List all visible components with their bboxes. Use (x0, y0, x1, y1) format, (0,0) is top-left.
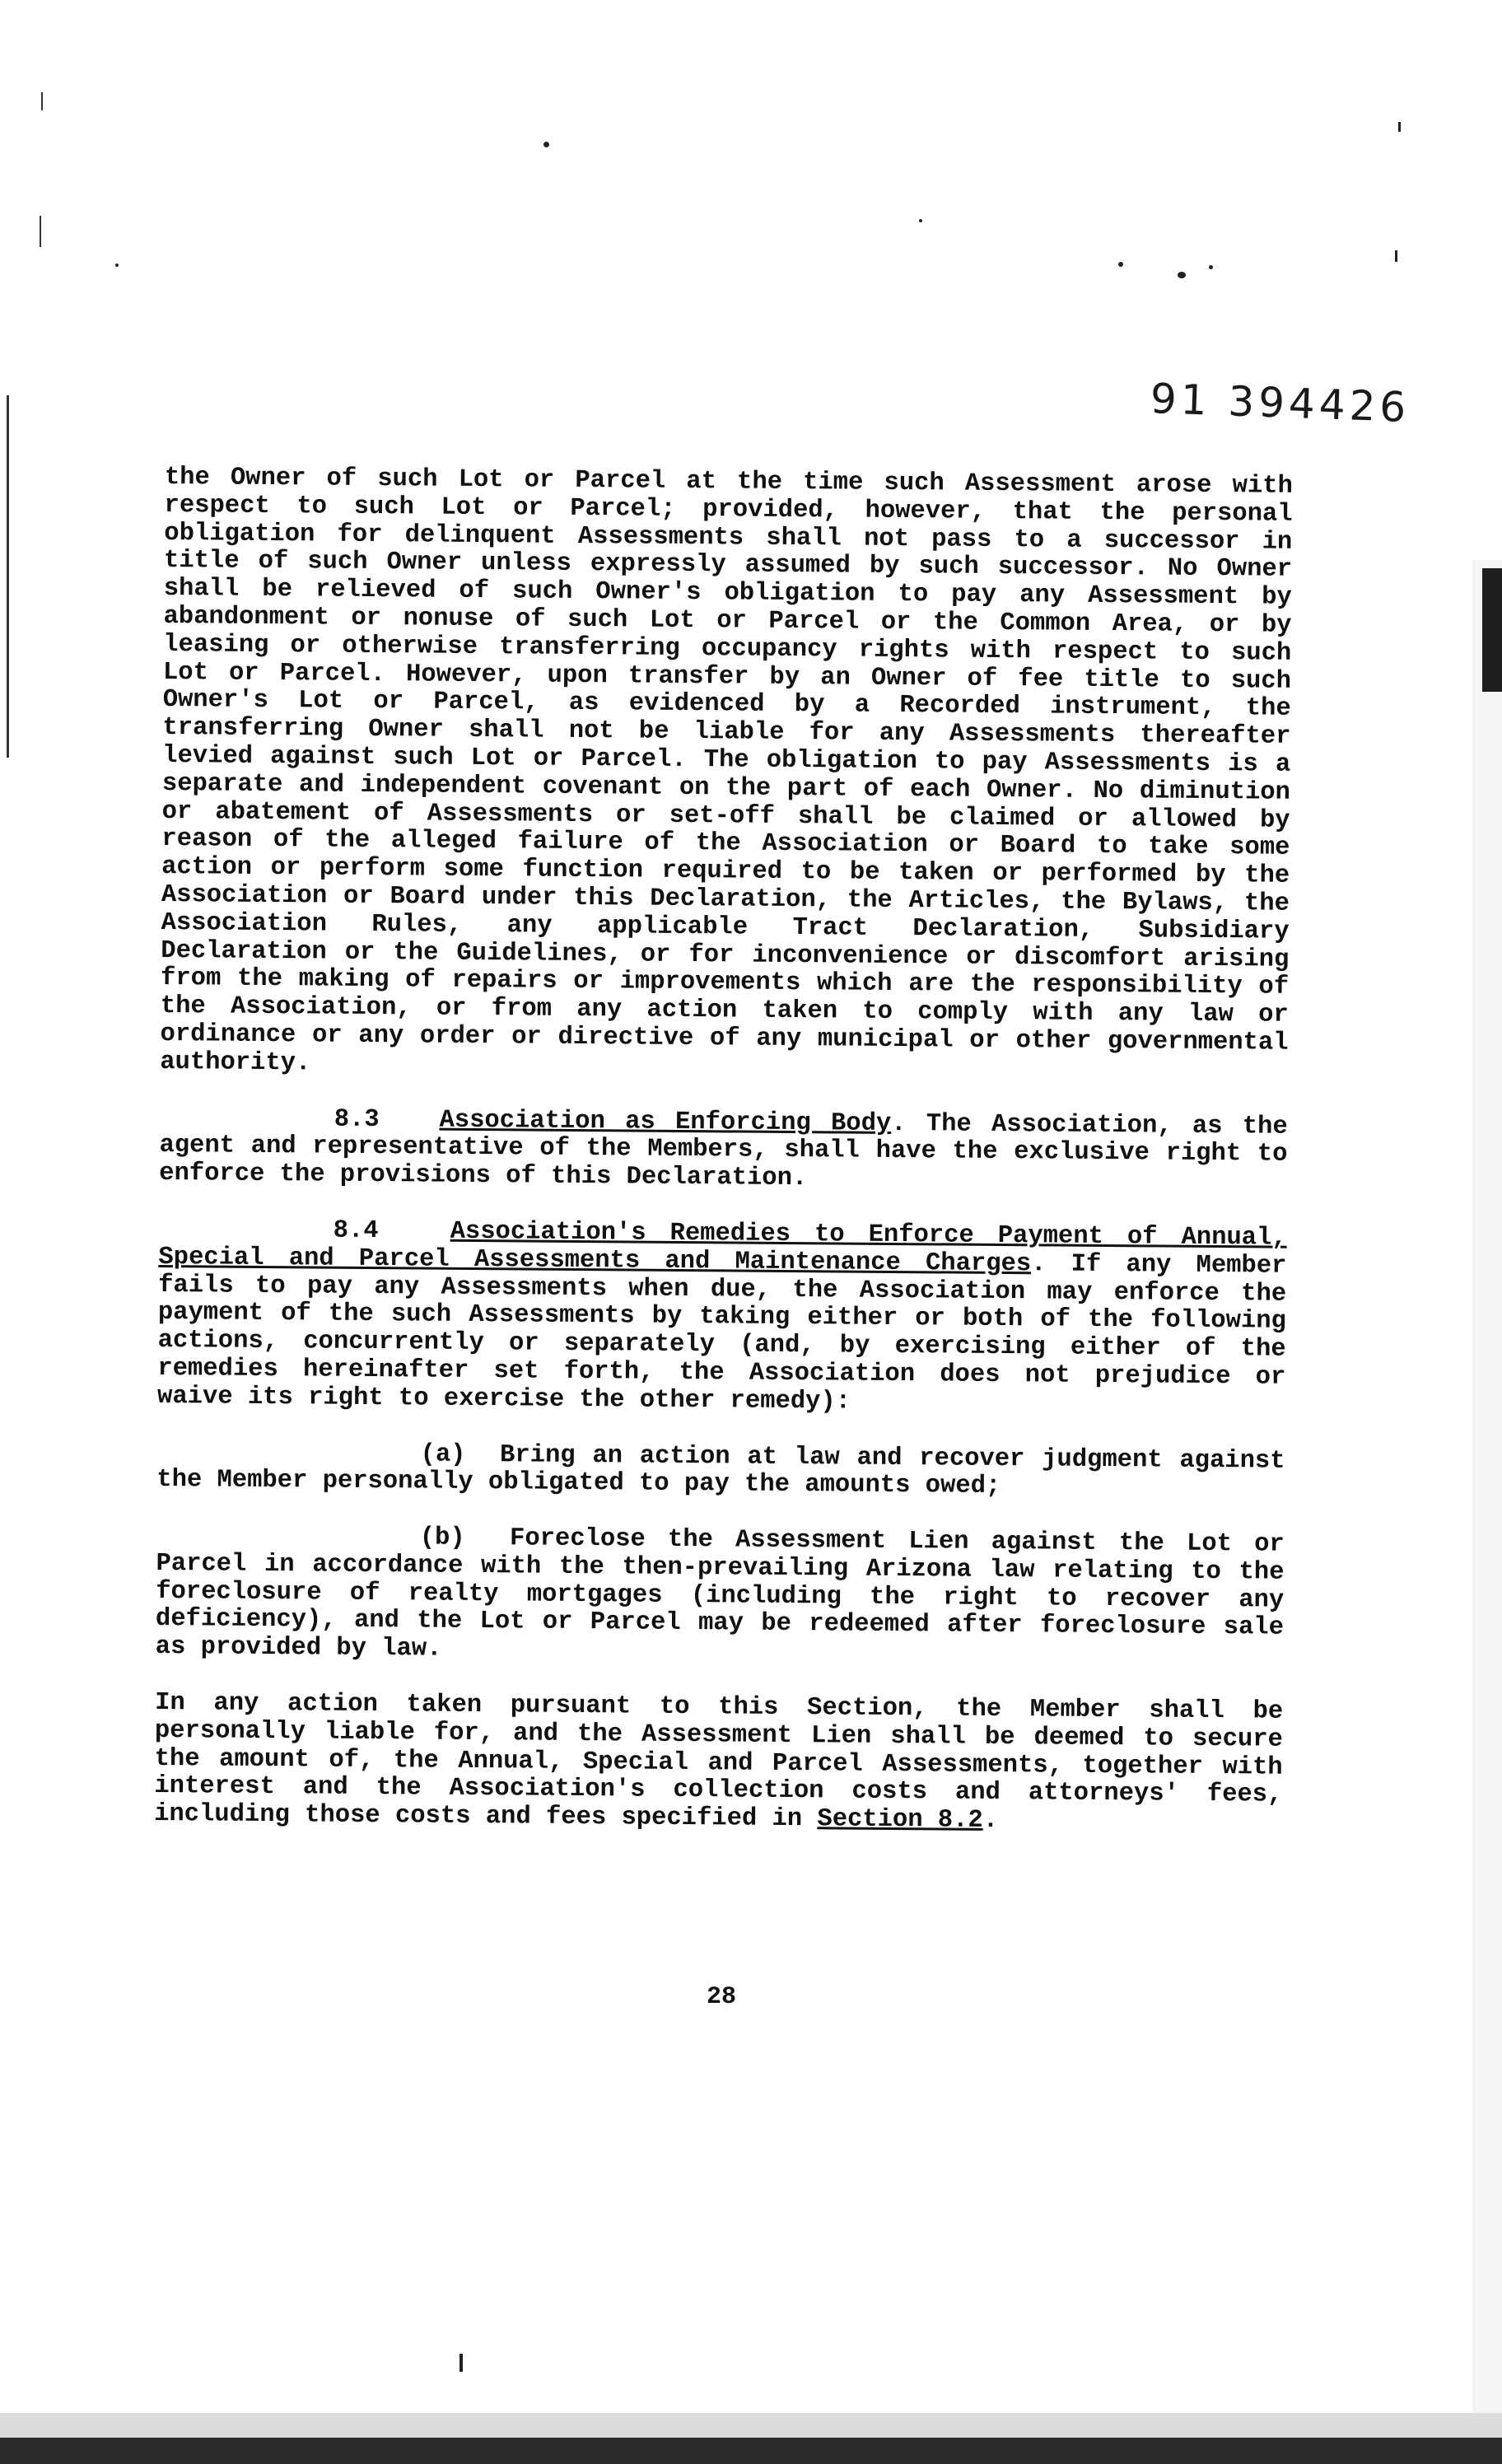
item-label: (a) (420, 1440, 466, 1469)
section-heading: Association's Remedies to Enforce Payment of Annual, Special and Parcel Assessments and Maintenance Charges (158, 1217, 1287, 1279)
scan-bottom-shadow (0, 2438, 1502, 2464)
section-text: . The Association, as the agent and representative of the Members, shall have the exclusive right to enforce the provisions of this Declaration. (159, 1109, 1288, 1193)
item-text: Bring an action at law and recover judgment against the Member personally obligated to pay the amounts owed; (156, 1440, 1285, 1501)
section-number: 8.4 (333, 1216, 379, 1245)
closing-paragraph (154, 1690, 1283, 1838)
section-heading: Association as Enforcing Body (439, 1106, 892, 1138)
scan-edge-line (41, 92, 43, 110)
item-label: (b) (419, 1524, 465, 1552)
scan-speck (1398, 122, 1401, 132)
recording-number: 91 394426 (1149, 375, 1411, 432)
scan-speck (1118, 262, 1123, 267)
section-8-3 (159, 1105, 1288, 1197)
closing-text: In any action taken pursuant to this Section, the Member shall be personally liable for, and the Assessment Lien shall be deemed to secure the amount of, the Annual, Special and Parcel Assessments, together with interest and the Association's collection costs and attorneys' fees, including those costs and fees specified in (153, 1689, 1284, 1834)
scan-speck (1178, 272, 1186, 278)
scan-speck (919, 219, 922, 222)
section-8-4 (157, 1216, 1287, 1420)
scan-speck (543, 142, 549, 147)
section-reference-link: Section 8.2 (817, 1805, 983, 1836)
scan-speck (1209, 265, 1213, 269)
continuation-paragraph: the Owner of such Lot or Parcel at the time such Assessment arose with respect to such Lot or Parcel; provided, however, that the personal obligation for delinquent Assessments shall not pass to a successor in title of such Owner unless expressly assumed by such successor. No Owner shall be relieved of such Owner's obligation to pay any Assessment by abandonment or nonuse of such Lot or Parcel or the Common Area, or by leasing or otherwise transferring occupancy rights with respect to such Lot or Parcel. However, upon transfer by an Owner of fee title to such Owner's Lot or Parcel, as evidenced by a Recorded instrument, the transferring Owner shall not be liable for any Assessments thereafter levied against such Lot or Parcel. The obligation to pay Assessments is a separate and independent covenant on the part of each Owner. No diminution or abatement of Assessments or set-off shall be claimed or allowed by reason of the alleged failure of the Association or Board to take some action or perform some function required to be taken or performed by the Association or Board under this Declaration, the Articles, the Bylaws, the Association Rules, any applicable Tract Declaration, Subsidiary Declaration or the Guidelines, or for inconvenience or discomfort arising from the making of repairs or improvements which are the responsibility of the Association, or from any action taken to comply with any law or ordinance or any order or directive of any municipal or other governmental authority. (160, 464, 1293, 1078)
scan-speck (1395, 250, 1397, 262)
scan-right-shadow (1482, 568, 1502, 692)
closing-end: . (982, 1807, 999, 1836)
scan-speck (115, 264, 119, 267)
scan-speck (459, 2354, 463, 2372)
scan-right-margin (1472, 560, 1502, 2413)
page-number: 28 (707, 1983, 737, 2011)
section-number: 8.3 (334, 1105, 380, 1134)
scan-edge-line (40, 216, 41, 247)
section-text: . If any Member fails to pay any Assessments when due, the Association may enforce the payment of the such Assessments by taking either or both of the following actions, concurrently or separately (and, by exercising either of the remedies hereinafter set forth, the Association does not prejudice or waive its right to exercise the other remedy): (156, 1250, 1287, 1416)
remedy-item-b (156, 1523, 1285, 1671)
scan-edge-line (7, 395, 9, 758)
item-text: Foreclose the Assessment Lien against the Lot or Parcel in accordance with the then-prevailing Arizona law relating to the foreclosure of realty mortgages (including the right to recover any deficiency), and the Lot or Parcel may be redeemed after foreclosure sale as provided by law. (155, 1524, 1285, 1664)
document-body (154, 464, 1293, 1838)
remedy-item-a (156, 1439, 1285, 1503)
